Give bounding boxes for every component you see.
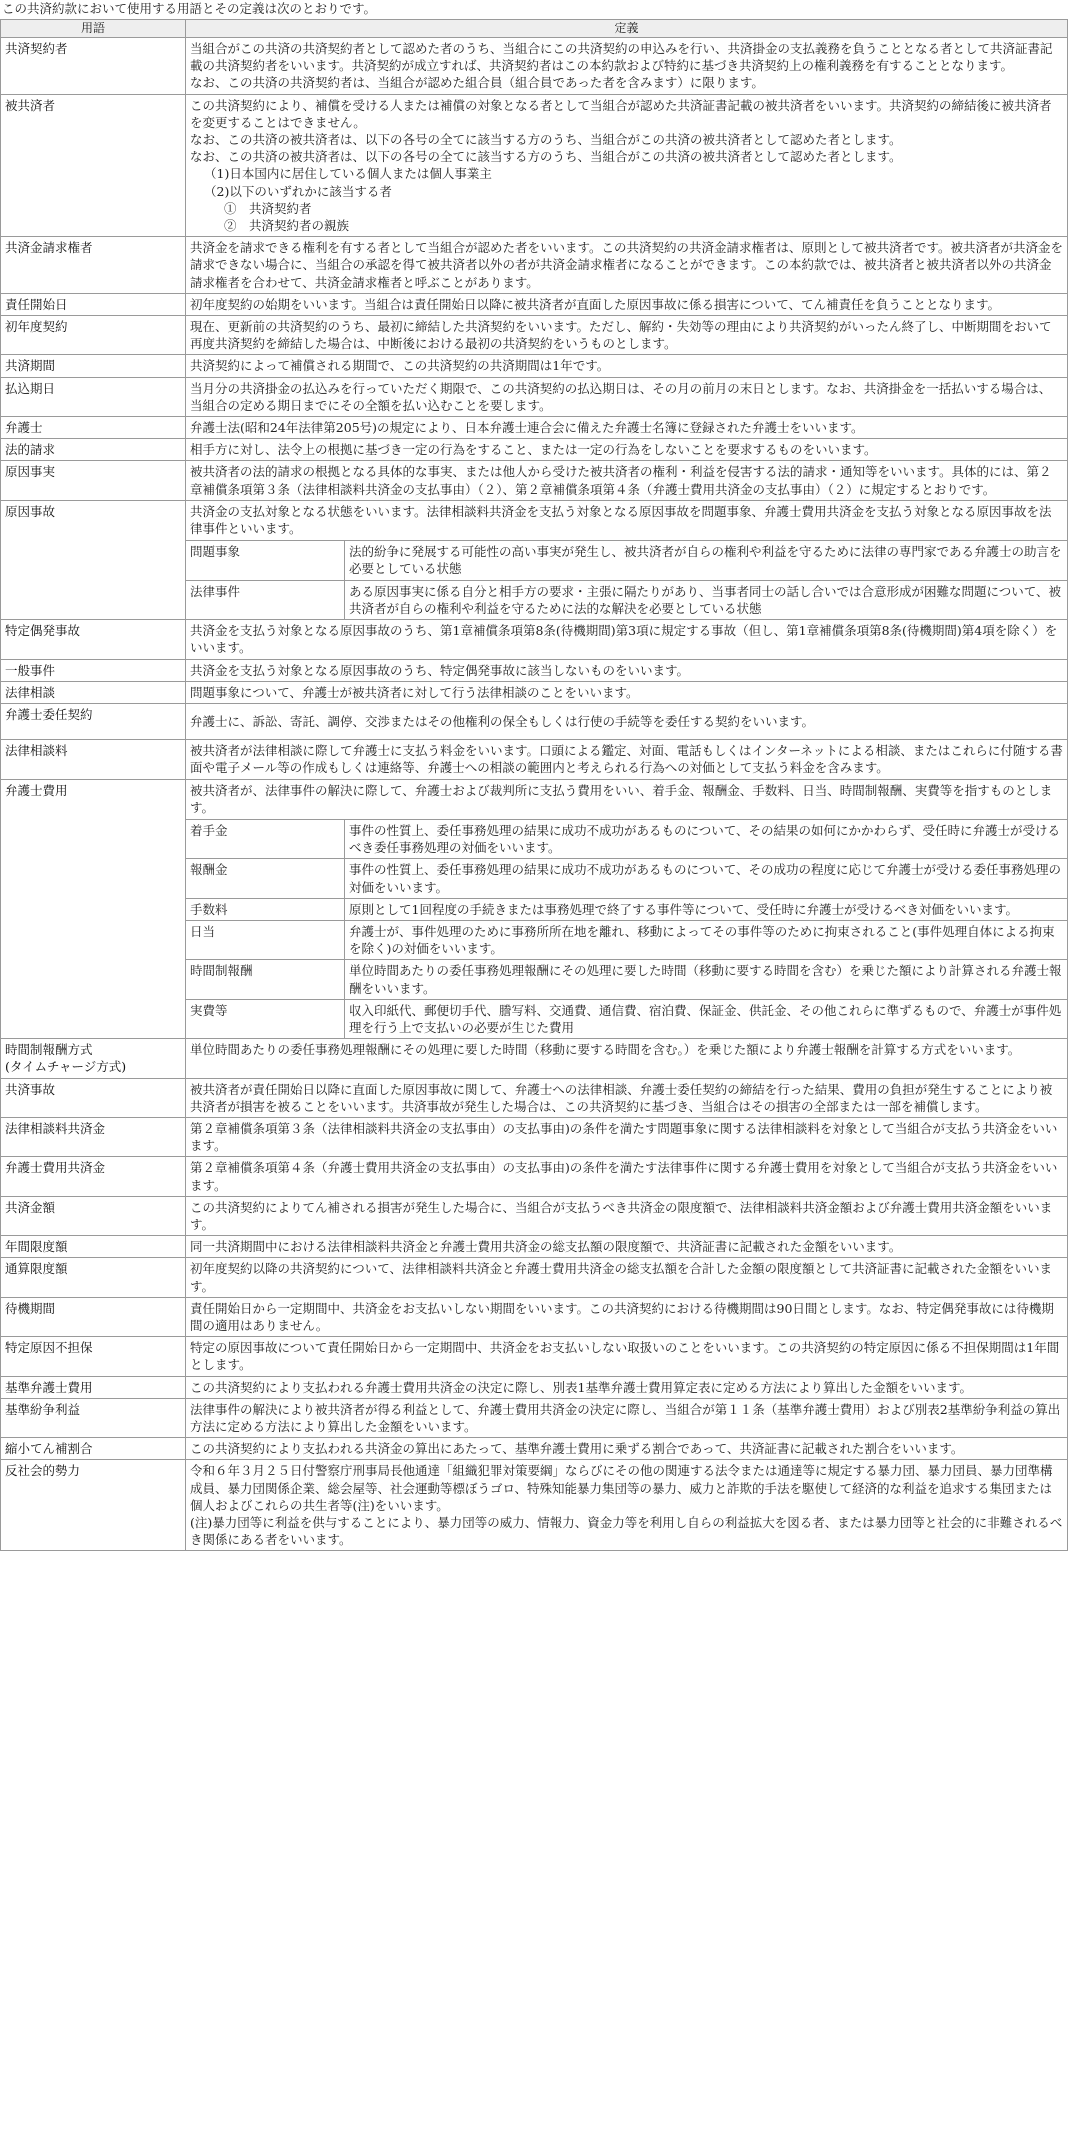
- definition-text: 被共済者が、法律事件の解決に際して、弁護士および裁判所に支払う費用をいい、着手金、報酬金、手数料、日当、時間制報酬、実費等を指すものとします。: [190, 782, 1053, 815]
- definition-text: ② 共済契約者の親族: [224, 218, 350, 234]
- definition-cell: [186, 620, 1068, 659]
- sub-row: [186, 541, 1068, 580]
- table-row: [1, 377, 1068, 416]
- definition-cell: [186, 377, 1068, 416]
- sub-definition-cell: 事件の性質上、委任事務処理の結果に成功不成功があるものについて、その成功の程度に応じて弁護士が受ける委任事務処理の対価をいいます。: [345, 859, 1068, 898]
- definition-cell: [186, 703, 1068, 739]
- definition-cell: [186, 1196, 1068, 1235]
- sub-row: [186, 819, 1068, 858]
- term-cell: 共済契約者: [1, 38, 186, 95]
- term-column-header: 用語: [1, 20, 186, 38]
- definition-text: 当月分の共済掛金の払込みを行っていただく期限で、この共済契約の払込期日は、その月の前月の末日とします。なお、共済掛金を一括払いする場合は、当組合の定める期日までにその全額を払い込むことを要します。: [190, 380, 1052, 413]
- term-cell: 払込期日: [1, 377, 186, 416]
- definitions-table: [0, 19, 1068, 1551]
- definition-cell: [186, 1438, 1068, 1460]
- sub-row: [186, 999, 1068, 1038]
- table-row: [1, 237, 1068, 294]
- sub-definition-cell: ある原因事実に係る自分と相手方の要求・主張に隔たりがあり、当事者同士の話し合いでは合意形成が困難な問題について、被共済者が自らの権利や利益を守るために法的な解決を必要としている状態: [345, 580, 1068, 619]
- term-cell: 共済期間: [1, 355, 186, 377]
- sub-term-cell: 日当: [186, 920, 345, 959]
- definition-text: 共済金を支払う対象となる原因事故のうち、特定偶発事故に該当しないものをいいます。: [190, 662, 690, 678]
- term-cell: 原因事故: [1, 500, 186, 619]
- table-row: [1, 703, 1068, 739]
- sub-term-cell: 法律事件: [186, 580, 345, 619]
- term-cell: 法律相談料共済金: [1, 1117, 186, 1156]
- term-cell: 共済事故: [1, 1078, 186, 1117]
- term-cell: 共済金請求権者: [1, 237, 186, 294]
- term-cell: 時間制報酬方式 (タイムチャージ方式): [1, 1039, 186, 1078]
- table-row: [1, 94, 1068, 237]
- term-cell: 特定偶発事故: [1, 620, 186, 659]
- table-row: [1, 355, 1068, 377]
- table-row: [1, 620, 1068, 659]
- definition-cell: [186, 293, 1068, 315]
- table-row: [1, 740, 1068, 779]
- table-row: [1, 1039, 1068, 1078]
- term-cell: 弁護士委任契約: [1, 703, 186, 739]
- definition-cell: [186, 500, 1068, 619]
- definition-cell: [186, 1039, 1068, 1078]
- definition-cell: [186, 1157, 1068, 1196]
- definition-text: 現在、更新前の共済契約のうち、最初に締結した共済契約をいいます。ただし、解約・失効等の理由により共済契約がいったん終了し、中断期間をおいて再度共済契約を締結した場合は、中断後における最初の共済契約をいうものとします。: [190, 319, 1052, 352]
- sub-term-cell: 手数料: [186, 898, 345, 920]
- definition-text: 被共済者が法律相談に際して弁護士に支払う料金をいいます。口頭による鑑定、対面、電話もしくはインターネットによる相談、またはこれらに付随する書面や電子メール等の作成もしくは連絡等、弁護士への相談の範囲内と考えられる行為への対価として支払う料金を含みます。: [190, 743, 1063, 776]
- table-row: [1, 681, 1068, 703]
- table-row: [1, 1078, 1068, 1117]
- definition-cell: [186, 1376, 1068, 1398]
- sub-term-cell: 問題事象: [186, 541, 345, 580]
- table-row: [1, 1398, 1068, 1437]
- term-cell: 縮小てん補割合: [1, 1438, 186, 1460]
- definition-text: この共済契約により支払われる共済金の算出にあたって、基準弁護士費用に乗ずる割合であって、共済証書に記載された割合をいいます。: [190, 1441, 964, 1457]
- definition-text: （1)日本国内に居住している個人または個人事業主: [204, 166, 492, 182]
- sub-definition-cell: 収入印紙代、郵便切手代、謄写料、交通費、通信費、宿泊費、保証金、供託金、その他これらに準ずるもので、弁護士が事件処理を行う上で支払いの必要が生じた費用: [345, 999, 1068, 1038]
- table-row: [1, 500, 1068, 619]
- definition-cell: [186, 94, 1068, 237]
- definition-cell: [186, 1460, 1068, 1551]
- term-cell: 基準弁護士費用: [1, 1376, 186, 1398]
- definition-cell: [186, 237, 1068, 294]
- table-row: [1, 417, 1068, 439]
- sub-definition-cell: 単位時間あたりの委任事務処理報酬にその処理に要した時間（移動に要する時間を含む）を乗じた額により計算される弁護士報酬をいいます。: [345, 960, 1068, 999]
- term-cell: 通算限度額: [1, 1258, 186, 1297]
- sub-row: [186, 859, 1068, 898]
- sub-term-cell: 実費等: [186, 999, 345, 1038]
- intro-text: この共済約款において使用する用語とその定義は次のとおりです。: [2, 1, 377, 16]
- term-cell: 年間限度額: [1, 1236, 186, 1258]
- term-cell: 待機期間: [1, 1297, 186, 1336]
- sub-row: [186, 898, 1068, 920]
- definition-cell: [186, 1236, 1068, 1258]
- definition-cell: [186, 1337, 1068, 1376]
- definition-text: なお、この共済の被共済者は、以下の各号の全てに該当する方のうち、当組合がこの共済の被共済者として認めた者とします。: [190, 149, 902, 165]
- term-cell: 基準紛争利益: [1, 1398, 186, 1437]
- definition-cell: [186, 1258, 1068, 1297]
- table-row: [1, 779, 1068, 1039]
- table-row: [1, 1438, 1068, 1460]
- sub-definition-cell: 法的紛争に発展する可能性の高い事実が発生し、被共済者が自らの権利や利益を守るために法律の専門家である弁護士の助言を必要としている状態: [345, 541, 1068, 580]
- definition-cell: [186, 38, 1068, 95]
- definition-text: 被共済者が責任開始日以降に直面した原因事故に関して、弁護士への法律相談、弁護士委任契約の締結を行った結果、費用の負担が発生することにより被共済者が損害を被ることをいいます。共済事故が発生した場合は、この共済契約に基づき、当組合はその損害の全部または一部を補償します。: [190, 1081, 1053, 1114]
- sub-definition-cell: 事件の性質上、委任事務処理の結果に成功不成功があるものについて、その結果の如何にかかわらず、受任時に弁護士が受けるべき委任事務処理の対価をいいます。: [345, 819, 1068, 858]
- definition-cell: [186, 1117, 1068, 1156]
- table-row: [1, 1117, 1068, 1156]
- definition-text: 共済金を支払う対象となる原因事故のうち、第1章補償条項第8条(待機期間)第3項に規定する事故（但し、第1章補償条項第8条(待機期間)第4項を除く）をいいます。: [190, 623, 1058, 656]
- table-row: [1, 461, 1068, 500]
- definition-text: この共済契約によりてん補される損害が発生した場合に、当組合が支払うべき共済金の限度額で、法律相談料共済金額および弁護士費用共済金額をいいます。: [190, 1199, 1053, 1232]
- definition-text: 責任開始日から一定期間中、共済金をお支払いしない期間をいいます。この共済契約における待機期間は90日間とします。なお、特定偶発事故には待機期間の適用はありません。: [190, 1300, 1054, 1333]
- term-cell: 法的請求: [1, 439, 186, 461]
- definition-cell: [186, 740, 1068, 779]
- definition-cell: [186, 439, 1068, 461]
- sub-row: [186, 920, 1068, 959]
- definition-text: ① 共済契約者: [224, 200, 312, 216]
- definition-text: 特定の原因事故について責任開始日から一定期間中、共済金をお支払いしない取扱いのことをいいます。この共済契約の特定原因に係る不担保期間は1年間とします。: [190, 1340, 1060, 1373]
- definition-text: 弁護士に、訴訟、寄託、調停、交渉またはその他権利の保全もしくは行使の手続等を委任する契約をいいます。: [190, 713, 815, 729]
- sub-row: [186, 960, 1068, 999]
- sub-term-cell: 着手金: [186, 819, 345, 858]
- table-row: [1, 1376, 1068, 1398]
- definition-text: 共済金を請求できる権利を有する者として当組合が認めた者をいいます。この共済契約の共済金請求権者は、原則として被共済者です。被共済者が共済金を請求できない場合に、当組合の承認を得て被共済者以外の者が共済金請求権者になることができます。この本約款では、被共済者と被共済者以外の共済金請求権者を合わせて、共済金請求権者と呼ぶことがあります。: [190, 240, 1064, 290]
- sub-row: [186, 580, 1068, 619]
- definition-text: この共済契約により支払われる弁護士費用共済金の決定に際し、別表1基準弁護士費用算定表に定める方法により算出した金額をいいます。: [190, 1379, 972, 1395]
- definition-cell: [186, 1078, 1068, 1117]
- definition-text: 令和６年３月２５日付警察庁刑事局長他通達「組織犯罪対策要綱」ならびにその他の関連する法令または通達等に規定する暴力団、暴力団員、暴力団準構成員、暴力団関係企業、総会屋等、社会運動等標ぼうゴロ、特殊知能暴力集団等の暴力、威力と詐欺的手法を駆使して経済的な利益を追求する集団または個人およびこれらの共生者等(注)をいいます。: [190, 1463, 1053, 1513]
- definition-text: 第２章補償条項第４条（弁護士費用共済金の支払事由）の支払事由)の条件を満たす法律事件に関する弁護士費用を対象として当組合が支払う共済金をいいます。: [190, 1160, 1058, 1193]
- term-cell: 責任開始日: [1, 293, 186, 315]
- term-cell: 弁護士費用共済金: [1, 1157, 186, 1196]
- definition-cell: [186, 417, 1068, 439]
- table-row: [1, 1196, 1068, 1235]
- sub-term-cell: 報酬金: [186, 859, 345, 898]
- term-cell: 被共済者: [1, 94, 186, 237]
- definition-cell: [186, 1297, 1068, 1336]
- table-row: [1, 439, 1068, 461]
- table-body: [1, 38, 1068, 1551]
- sub-definition-table: [185, 819, 1068, 1039]
- definition-text: 法律事件の解決により被共済者が得る利益として、弁護士費用共済金の決定に際し、当組合が第１１条（基準弁護士費用）および別表2基準紛争利益の算出方法に定める方法により算出した金額をいいます。: [190, 1401, 1061, 1435]
- table-header-row: [1, 20, 1068, 38]
- table-row: [1, 316, 1068, 355]
- definition-cell: [186, 659, 1068, 681]
- sub-definition-cell: 原則として1回程度の手続きまたは事務処理で終了する事件等について、受任時に弁護士が受けるべき対価をいいます。: [345, 898, 1068, 920]
- table-row: [1, 293, 1068, 315]
- definition-cell: [186, 355, 1068, 377]
- definition-cell: [186, 1398, 1068, 1437]
- definition-cell: [186, 316, 1068, 355]
- table-row: [1, 1236, 1068, 1258]
- sub-definition-cell: 弁護士が、事件処理のために事務所所在地を離れ、移動によってその事件等のために拘束されること(事件処理自体による拘束を除く)の対価をいいます。: [345, 920, 1068, 959]
- term-cell: 特定原因不担保: [1, 1337, 186, 1376]
- table-row: [1, 1460, 1068, 1551]
- term-cell: 法律相談: [1, 681, 186, 703]
- definition-text: なお、この共済の被共済者は、以下の各号の全てに該当する方のうち、当組合がこの共済の被共済者として認めた者とします。: [190, 132, 902, 148]
- term-cell: 弁護士: [1, 417, 186, 439]
- definition-cell: [186, 461, 1068, 500]
- table-row: [1, 1297, 1068, 1336]
- definition-text: 被共済者の法的請求の根拠となる具体的な事実、または他人から受けた被共済者の権利・利益を侵害する法的請求・通知等をいいます。具体的には、第２章補償条項第３条（法律相談料共済金の支払事由）（２）、第２章補償条項第４条（弁護士費用共済金の支払事由）（２）に規定するとおりです。: [190, 464, 1052, 497]
- definition-text: (注)暴力団等に利益を供与することにより、暴力団等の威力、情報力、資金力等を利用し自らの利益拡大を図る者、または暴力団等と社会的に非難されるべき関係にある者をいいます。: [190, 1515, 1063, 1548]
- definition-text: 共済契約によって補償される期間で、この共済契約の共済期間は1年です。: [190, 358, 610, 374]
- definition-text: この共済契約により、補償を受ける人または補償の対象となる者として当組合が認めた共済証書記載の被共済者をいいます。共済契約の締結後に被共済者を変更することはできません。: [190, 97, 1052, 130]
- definition-cell: [186, 779, 1068, 1039]
- definition-text: 単位時間あたりの委任事務処理報酬にその処理に要した時間（移動に要する時間を含む。）を乗じた額により弁護士報酬を計算する方式をいいます。: [190, 1042, 1021, 1058]
- definition-text: 当組合がこの共済の共済契約者として認めた者のうち、当組合にこの共済契約の申込みを行い、共済掛金の支払義務を負うこととなる者として共済証書記載の共済契約者をいいます。共済契約が成立すれば、共済契約者はこの本約款および特約に基づき共済契約上の権利義務を有することとなります。: [190, 41, 1053, 74]
- term-cell: 一般事件: [1, 659, 186, 681]
- definition-text: 初年度契約の始期をいいます。当組合は責任開始日以降に被共済者が直面した原因事故に係る損害について、てん補責任を負うこととなります。: [190, 296, 1001, 312]
- term-cell: 弁護士費用: [1, 779, 186, 1039]
- definition-text: 相手方に対し、法令上の根拠に基づき一定の行為をすること、または一定の行為をしないことを要求するものをいいます。: [190, 442, 877, 458]
- definition-text: 弁護士法(昭和24年法律第205号)の規定により、日本弁護士連合会に備えた弁護士名簿に登録された弁護士をいいます。: [190, 420, 864, 436]
- definition-text: （2)以下のいずれかに該当する者: [204, 183, 392, 199]
- table-row: [1, 38, 1068, 95]
- definition-text: 問題事象について、弁護士が被共済者に対して行う法律相談のことをいいます。: [190, 684, 639, 700]
- term-cell: 初年度契約: [1, 316, 186, 355]
- table-row: [1, 1157, 1068, 1196]
- table-row: [1, 1258, 1068, 1297]
- term-cell: 原因事実: [1, 461, 186, 500]
- definition-text: なお、この共済の共済契約者は、当組合が認めた組合員（組合員であった者を含みます）に限ります。: [190, 75, 764, 91]
- definition-column-header: 定義: [186, 20, 1068, 38]
- term-cell: 反社会的勢力: [1, 1460, 186, 1551]
- definition-text: 共済金の支払対象となる状態をいいます。法律相談料共済金を支払う対象となる原因事故を問題事象、弁護士費用共済金を支払う対象となる原因事故を法律事件といいます。: [190, 503, 1052, 537]
- term-cell: 法律相談料: [1, 740, 186, 779]
- sub-term-cell: 時間制報酬: [186, 960, 345, 999]
- definition-text: 初年度契約以降の共済契約について、法律相談料共済金と弁護士費用共済金の総支払額を合計した金額の限度額として共済証書に記載された金額をいいます。: [190, 1261, 1053, 1294]
- definition-text: 同一共済期間中における法律相談料共済金と弁護士費用共済金の総支払額の限度額で、共済証書に記載された金額をいいます。: [190, 1239, 902, 1255]
- sub-definition-table: [185, 540, 1068, 620]
- definition-cell: [186, 681, 1068, 703]
- definition-text: 第２章補償条項第３条（法律相談料共済金の支払事由）の支払事由)の条件を満たす問題事象に関する法律相談料を対象として当組合が支払う共済金をいいます。: [190, 1120, 1058, 1154]
- table-row: [1, 1337, 1068, 1376]
- term-cell: 共済金額: [1, 1196, 186, 1235]
- table-row: [1, 659, 1068, 681]
